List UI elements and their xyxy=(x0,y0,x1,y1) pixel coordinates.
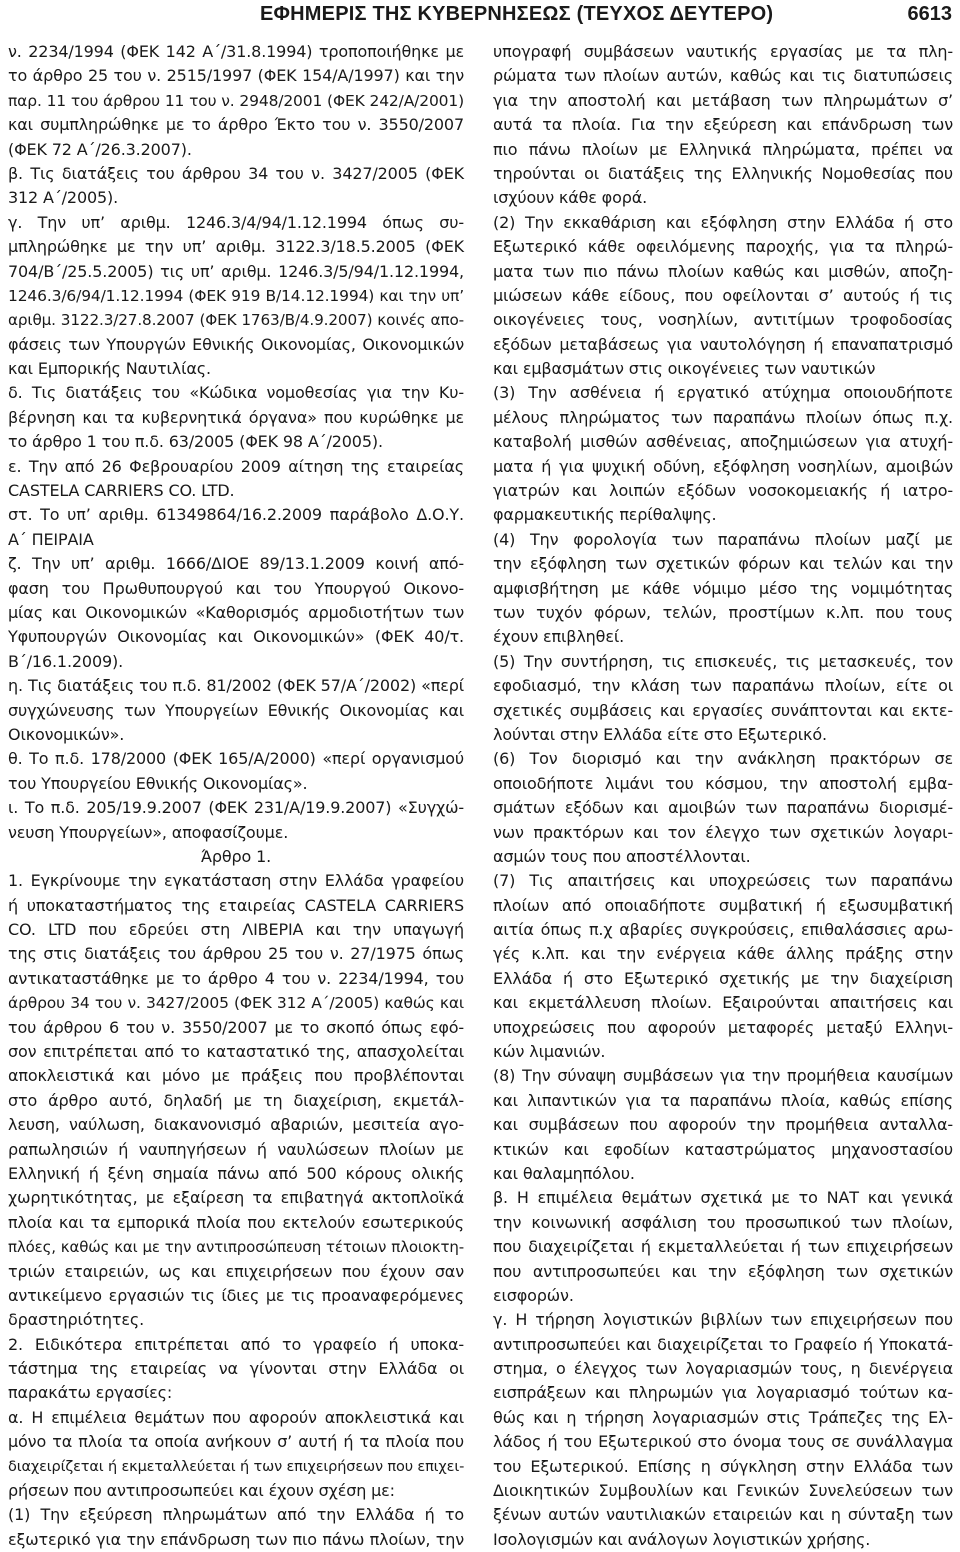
text-line: δραστηριότητες. xyxy=(8,1310,145,1330)
text-line: 704/Β΄/25.5.2005) τις υπ’ αριθμ. 1246.3/5/94/1.12.1994, xyxy=(8,261,464,281)
text-line: Εξωτερικό κάθε οφειλόμενης παροχής, για τα πληρώ- xyxy=(493,237,953,257)
text-line: αντιπροσωπεύει και διαχειρίζεται το Γραφείο ή Υποκατά- xyxy=(493,1334,953,1354)
text-line: θ. Το π.δ. 178/2000 (ΦΕΚ 165/Α/2000) «περί οργανισμού xyxy=(8,749,464,769)
text-line: 1246.3/6/94/1.12.1994 (ΦΕΚ 919 Β/14.12.1994) και την υπ’ xyxy=(8,286,464,305)
text-line: Β΄/16.1.2009). xyxy=(8,651,124,671)
text-line: Υφυπουργών Οικονομίας και Οικονομικών» (ΦΕΚ 40/τ. xyxy=(8,627,464,647)
text-line: φάσεις των Υπουργών Εθνικής Οικονομίας, Οικονομικών xyxy=(8,334,464,354)
text-line: ματα των πιο πάνω πλοίων καθώς και μισθών, αποζη- xyxy=(493,261,953,281)
text-line: (ΦΕΚ 72 Α΄/26.3.2007). xyxy=(8,139,192,159)
text-line: που αντιπροσωπεύει και την εξόφληση των σχετικών xyxy=(493,1261,953,1281)
text-line: (2) Την εκκαθάριση και εξόφληση στην Ελλάδα ή στο xyxy=(493,212,953,232)
text-line: δ. Τις διατάξεις του «Κώδικα νομοθεσίας για την Κυ- xyxy=(8,383,464,403)
text-line: και εκμετάλλευση πλοίων. Εξαιρούνται απαιτήσεις και xyxy=(493,993,953,1013)
text-line: ρήσεων που αντιπροσωπεύει και έχουν σχέση με: xyxy=(8,1481,395,1501)
text-line: το άρθρο 1 του π.δ. 63/2005 (ΦΕΚ 98 Α΄/2005). xyxy=(8,432,383,452)
text-line: βέρνηση και τα κυβερνητικά όργανα» που κυρώθηκε με xyxy=(8,407,464,427)
text-line: σμάτων εξόδων και αμοιβών των παραπάνω διορισμέ- xyxy=(493,798,953,818)
text-line: εφοδιασμό, την κλάση των παραπάνω πλοίων, είτε οι xyxy=(493,676,953,696)
text-line: πλοία και τα εμπορικά πλοία που εκτελούν εσωτερικούς xyxy=(8,1212,464,1232)
text-line: ισχύουν κάθε φορά. xyxy=(493,188,648,208)
text-line: γ. Την υπ’ αριθμ. 1246.3/4/94/1.12.1994 όπως συ- xyxy=(8,212,464,232)
text-line: (3) Την ασθένεια ή εργατικό ατύχημα οποιουδήποτε xyxy=(493,383,953,403)
text-line: γιατρών και λοιπών εξόδων νοσοκομειακής ή ιατρο- xyxy=(493,481,953,501)
text-line: παρακάτω εργασίες: xyxy=(8,1383,173,1403)
text-line: αποκλειστικά και μόνο με πράξεις που προβλέπονται xyxy=(8,1066,464,1086)
text-line: β. Η επιμέλεια θεμάτων σχετικά με το ΝΑΤ και γενικά xyxy=(493,1188,953,1208)
text-line: υποχρεώσεις που αφορούν μεταφορές μεταξύ Ελληνι- xyxy=(493,1017,953,1037)
text-line: και λιπαντικών για τα παραπάνω πλοία, καθώς επίσης xyxy=(493,1090,953,1110)
text-line: πιο πάνω πλοίων με Ελληνικά πληρώματα, πρέπει να xyxy=(493,139,953,159)
text-line: αριθμ. 3122.3/27.8.2007 (ΦΕΚ 1763/Β/4.9.2007) κοινές απο- xyxy=(8,311,464,330)
text-line: και θαλαμηπόλου. xyxy=(493,1163,635,1183)
text-line: πλοίων από οποιαδήποτε συμβατική ή εξωσυμβατική xyxy=(493,895,953,915)
text-line: μιώσεων κάθε είδους, που οφείλονται σ’ αυτούς ή τις xyxy=(493,285,953,305)
text-line: λούνται στην Ελλάδα είτε στο Εξωτερικό. xyxy=(493,724,827,744)
text-line: του Εξωτερικού. Επίσης η σύγκληση στην Ελλάδα των xyxy=(493,1456,953,1476)
text-line: αυτά τα πλοία. Για την εξεύρεση και επάνδρωση των xyxy=(493,115,953,135)
text-line: τηρούνται οι διατάξεις της Ελληνικής Νομοθεσίας που xyxy=(493,163,953,183)
text-line: αιτία όπως π.χ αβαρίες συγκρούσεις, επιθαλάσσιες αρω- xyxy=(493,920,953,940)
text-line: φαση του Πρωθυπουργού και του Υπουργού Οικονο- xyxy=(8,578,464,598)
text-line: του Υπουργείου Εθνικής Οικονομίας». xyxy=(8,773,308,793)
text-line: σον επιτρέπεται από το καταστατικό της, απασχολείται xyxy=(8,1042,464,1062)
text-line: τάστημα της εταιρείας να γίνονται στην Ελλάδα οι xyxy=(8,1359,464,1379)
text-line: πλόες, καθώς και με την αντιπροσώπευση τέτοιων πλοιοκτη- xyxy=(8,1238,464,1257)
text-line: (6) Τον διορισμό και την ανάκληση πρακτόρων σε xyxy=(493,749,953,769)
text-line: (4) Την φορολογία των παραπάνω πλοίων μαζί με xyxy=(493,529,953,549)
text-line: μπληρώθηκε με την υπ’ αριθμ. 3122.3/18.5.2005 (ΦΕΚ xyxy=(8,237,464,257)
text-line: αντικείμενο εργασιών τις ίδιες με τις προαναφερόμενες xyxy=(8,1285,464,1305)
text-line: εισφορών. xyxy=(493,1285,574,1305)
text-line: και συμπληρώθηκε με το άρθρο Έκτο του ν. 3550/2007 xyxy=(8,115,464,135)
text-line: μόνο τα πλοία τα οποία ανήκουν σ’ αυτή ή τα πλοία που xyxy=(8,1432,464,1452)
text-line: (1) Την εξεύρεση πληρωμάτων από την Ελλάδα ή το xyxy=(8,1505,464,1525)
text-line: φαρμακευτικής περίθαλψης. xyxy=(493,505,717,525)
text-line: Ελλάδα ή στο Εξωτερικό σχετικής με την διαχείριση xyxy=(493,968,953,988)
text-line: αντικαταστάθηκε με το άρθρο 4 του ν. 2234/1994, του xyxy=(8,968,464,988)
text-line: διαχειρίζεται ή εκμεταλλεύεται ή των επιχειρήσεων που επιχει- xyxy=(8,1458,465,1475)
text-line: κτικών και εφοδίων καταστρώματος μηχανοστασίου xyxy=(493,1139,953,1159)
text-line: θώς και η τήρηση λογαριασμών στις Τράπεζες της Ελ- xyxy=(493,1407,953,1427)
page-number: 6613 xyxy=(907,3,952,25)
page-header xyxy=(0,0,960,34)
article-heading: Άρθρο 1. xyxy=(200,846,272,866)
text-line: στ. Το υπ’ αριθμ. 61349864/16.2.2009 παράβολο Δ.Ο.Υ. xyxy=(8,505,464,525)
text-line: γές κ.λπ. και την ενέργεια κάθε άλλης πράξης στην xyxy=(493,944,953,964)
text-line: οποιοδήποτε λιμάνι του κόσμου, την αποστολή εμβα- xyxy=(493,773,953,793)
text-line: α. Η επιμέλεια θεμάτων που αφορούν αποκλειστικά και xyxy=(8,1407,464,1427)
text-line: και Εμπορικής Ναυτιλίας. xyxy=(8,359,211,379)
text-line: ζ. Την υπ’ αριθμ. 1666/ΔΙΟΕ 89/13.1.2009 κοινή από- xyxy=(8,554,464,574)
text-line: εξόδων μεταβάσεως για ναυτολόγηση ή επαναπατρισμό xyxy=(493,334,953,354)
text-line: των τυχόν φόρων, τελών, προστίμων κ.λπ. που τους xyxy=(493,602,953,622)
text-line: καταβολή μισθών ασθένειας, αποζημιώσεων για ατυχή- xyxy=(493,432,953,452)
text-line: συγχώνευσης των Υπουργείων Εθνικής Οικονομίας και xyxy=(8,700,464,720)
text-line: στο άρθρο αυτό, δηλαδή με τη διαχείριση, εκμετάλ- xyxy=(8,1090,464,1110)
text-line: CO. LTD που εδρεύει στη ΛΙΒΕΡΙΑ και την υπαγωγή xyxy=(8,920,464,940)
right-column xyxy=(493,40,953,1549)
text-line: Α΄ ΠΕΙΡΑΙΑ xyxy=(8,529,94,549)
text-line: εισπράξεων και πληρωμών για λογαριασμό τούτων κα- xyxy=(493,1383,953,1403)
text-line: ν. 2234/1994 (ΦΕΚ 142 Α΄/31.8.1994) τροποποιήθηκε με xyxy=(8,42,464,61)
text-line: τριών εταιρειών, ως και επιχειρήσεων που έχουν σαν xyxy=(8,1261,464,1281)
text-line: 2. Ειδικότερα επιτρέπεται από το γραφείο ή υποκα- xyxy=(8,1334,464,1354)
text-line: CASTELA CARRIERS CO. LTD. xyxy=(8,481,235,501)
text-line: ι. Το π.δ. 205/19.9.2007 (ΦΕΚ 231/Α/19.9.2007) «Συγχώ- xyxy=(8,798,464,818)
text-line: υπογραφή συμβάσεων ναυτικής εργασίας με τα πλη- xyxy=(493,42,953,61)
header-title: ΕΦΗΜΕΡΙΣ ΤΗΣ ΚΥΒΕΡΝΗΣΕΩΣ (ΤΕΥΧΟΣ ΔΕΥΤΕΡΟ) xyxy=(260,3,774,25)
text-line: ασμών τους που αποστέλλονται. xyxy=(493,846,751,866)
text-line: νευση Υπουργείων», αποφασίζουμε. xyxy=(8,822,289,842)
text-line: ματα ή για ψυχική οδύνη, εξόφληση νοσηλίων, αμοιβών xyxy=(493,456,953,476)
text-line: κών λιμανιών. xyxy=(493,1042,606,1062)
text-line: (5) Την συντήρηση, τις επισκευές, τις μετασκευές, τον xyxy=(493,651,953,671)
text-line: Οικονομικών». xyxy=(8,724,125,744)
text-line: β. Τις διατάξεις του άρθρου 34 του ν. 3427/2005 (ΦΕΚ xyxy=(8,163,464,183)
text-line: για την αποστολή και μετάβαση των πληρωμάτων σ’ xyxy=(493,90,953,110)
text-line: και συμβάσεων που αφορούν την προμήθεια ανταλλα- xyxy=(493,1115,953,1135)
text-line: γ. Η τήρηση λογιστικών βιβλίων των επιχειρήσεων που xyxy=(493,1310,953,1330)
text-line: την εξόφληση των σχετικών φόρων και τελών και την xyxy=(493,554,953,574)
text-line: ξένων αυτών ναυτιλιακών εταιρειών και η σύνταξη των xyxy=(493,1505,953,1525)
text-line: μέλους πληρώματος των παραπάνω πλοίων όπως π.χ. xyxy=(493,407,953,427)
text-line: 312 Α΄/2005). xyxy=(8,188,119,208)
text-line: εξωτερικό για την επάνδρωση των πιο πάνω πλοίων, την xyxy=(8,1529,464,1549)
text-line: μίας και Οικονομικών «Καθορισμός αρμοδιοτήτων των xyxy=(8,602,464,622)
text-line: λάδος ή του Εξωτερικού στο όνομα τους σε συνάλλαγμα xyxy=(493,1432,953,1452)
text-line: ραπωλησιών ή ναυπηγήσεων ή ναυλώσεων πλοίων με xyxy=(8,1139,464,1159)
text-line: παρ. 11 του άρθρου 11 του ν. 2948/2001 (ΦΕΚ 242/Α/2001) xyxy=(8,91,464,110)
text-line: (8) Την σύναψη συμβάσεων για την προμήθεια καυσίμων xyxy=(493,1066,953,1086)
text-line: του άρθρου 6 του ν. 3550/2007 με το σκοπό όπως εφό- xyxy=(8,1017,464,1037)
text-line: Ελληνική ή ξένη σημαία πάνω από 500 κόρους ολικής xyxy=(8,1163,464,1183)
text-line: η. Τις διατάξεις του π.δ. 81/2002 (ΦΕΚ 57/Α΄/2002) «περί xyxy=(8,676,464,696)
text-line: Ισολογισμών και ανάλογων λογιστικών χρήσης. xyxy=(493,1529,871,1549)
text-line: λευση, ναύλωση, διακανονισμό αβαριών, μεσιτεία αγο- xyxy=(8,1115,464,1135)
text-line: ε. Την από 26 Φεβρουαρίου 2009 αίτηση της εταιρείας xyxy=(8,456,464,476)
text-line: και εμβασμάτων στις οικογένειες των ναυτικών xyxy=(493,359,876,379)
text-line: που διαχειρίζεται ή εκμεταλλεύεται ή των επιχειρήσεων xyxy=(493,1237,953,1257)
text-line: στημα, ο έλεγχος των λογαριασμών τους, η διενέργεια xyxy=(493,1359,953,1379)
text-line: ή υποκαταστήματος της εταιρείας CASTELA CARRIERS xyxy=(8,895,464,915)
text-line: της στις διατάξεις του άρθρου 25 του ν. 27/1975 όπως xyxy=(8,944,464,964)
text-line: αμφισβήτηση με κάθε νόμιμο μέσο της νομιμότητας xyxy=(493,578,953,598)
left-column xyxy=(8,40,465,1549)
text-line: έχουν επιβληθεί. xyxy=(493,627,625,647)
text-line: 1. Εγκρίνουμε την εγκατάσταση στην Ελλάδα γραφείου xyxy=(8,871,464,891)
text-line: χωρητικότητας, με εξαίρεση τα επιβατηγά ακτοπλοϊκά xyxy=(8,1188,464,1208)
text-line: Διοικητικών Συμβουλίων και Γενικών Συνελεύσεων των xyxy=(493,1481,953,1501)
text-line: την κοινωνική ασφάλιση του προσωπικού των πλοίων, xyxy=(493,1212,953,1232)
text-line: νων πρακτόρων και τον έλεγχο των σχετικών λογαρι- xyxy=(493,822,953,842)
text-line: άρθρου 34 του ν. 3427/2005 (ΦΕΚ 312 Α΄/2005) καθώς και xyxy=(8,994,464,1013)
text-line: (7) Τις απαιτήσεις και υποχρεώσεις των παραπάνω xyxy=(493,871,953,891)
text-line: σχετικές συμβάσεις και εργασίες συνάπτονται και εκτε- xyxy=(493,700,953,720)
text-line: το άρθρο 25 του ν. 2515/1997 (ΦΕΚ 154/Α/1997) και την xyxy=(8,66,464,86)
text-line: οικογένειες τους, νοσηλίων, αντιτίμων τροφοδοσίας xyxy=(493,310,953,330)
text-line: ρώματα των πλοίων αυτών, καθώς και τις διατυπώσεις xyxy=(493,66,953,86)
